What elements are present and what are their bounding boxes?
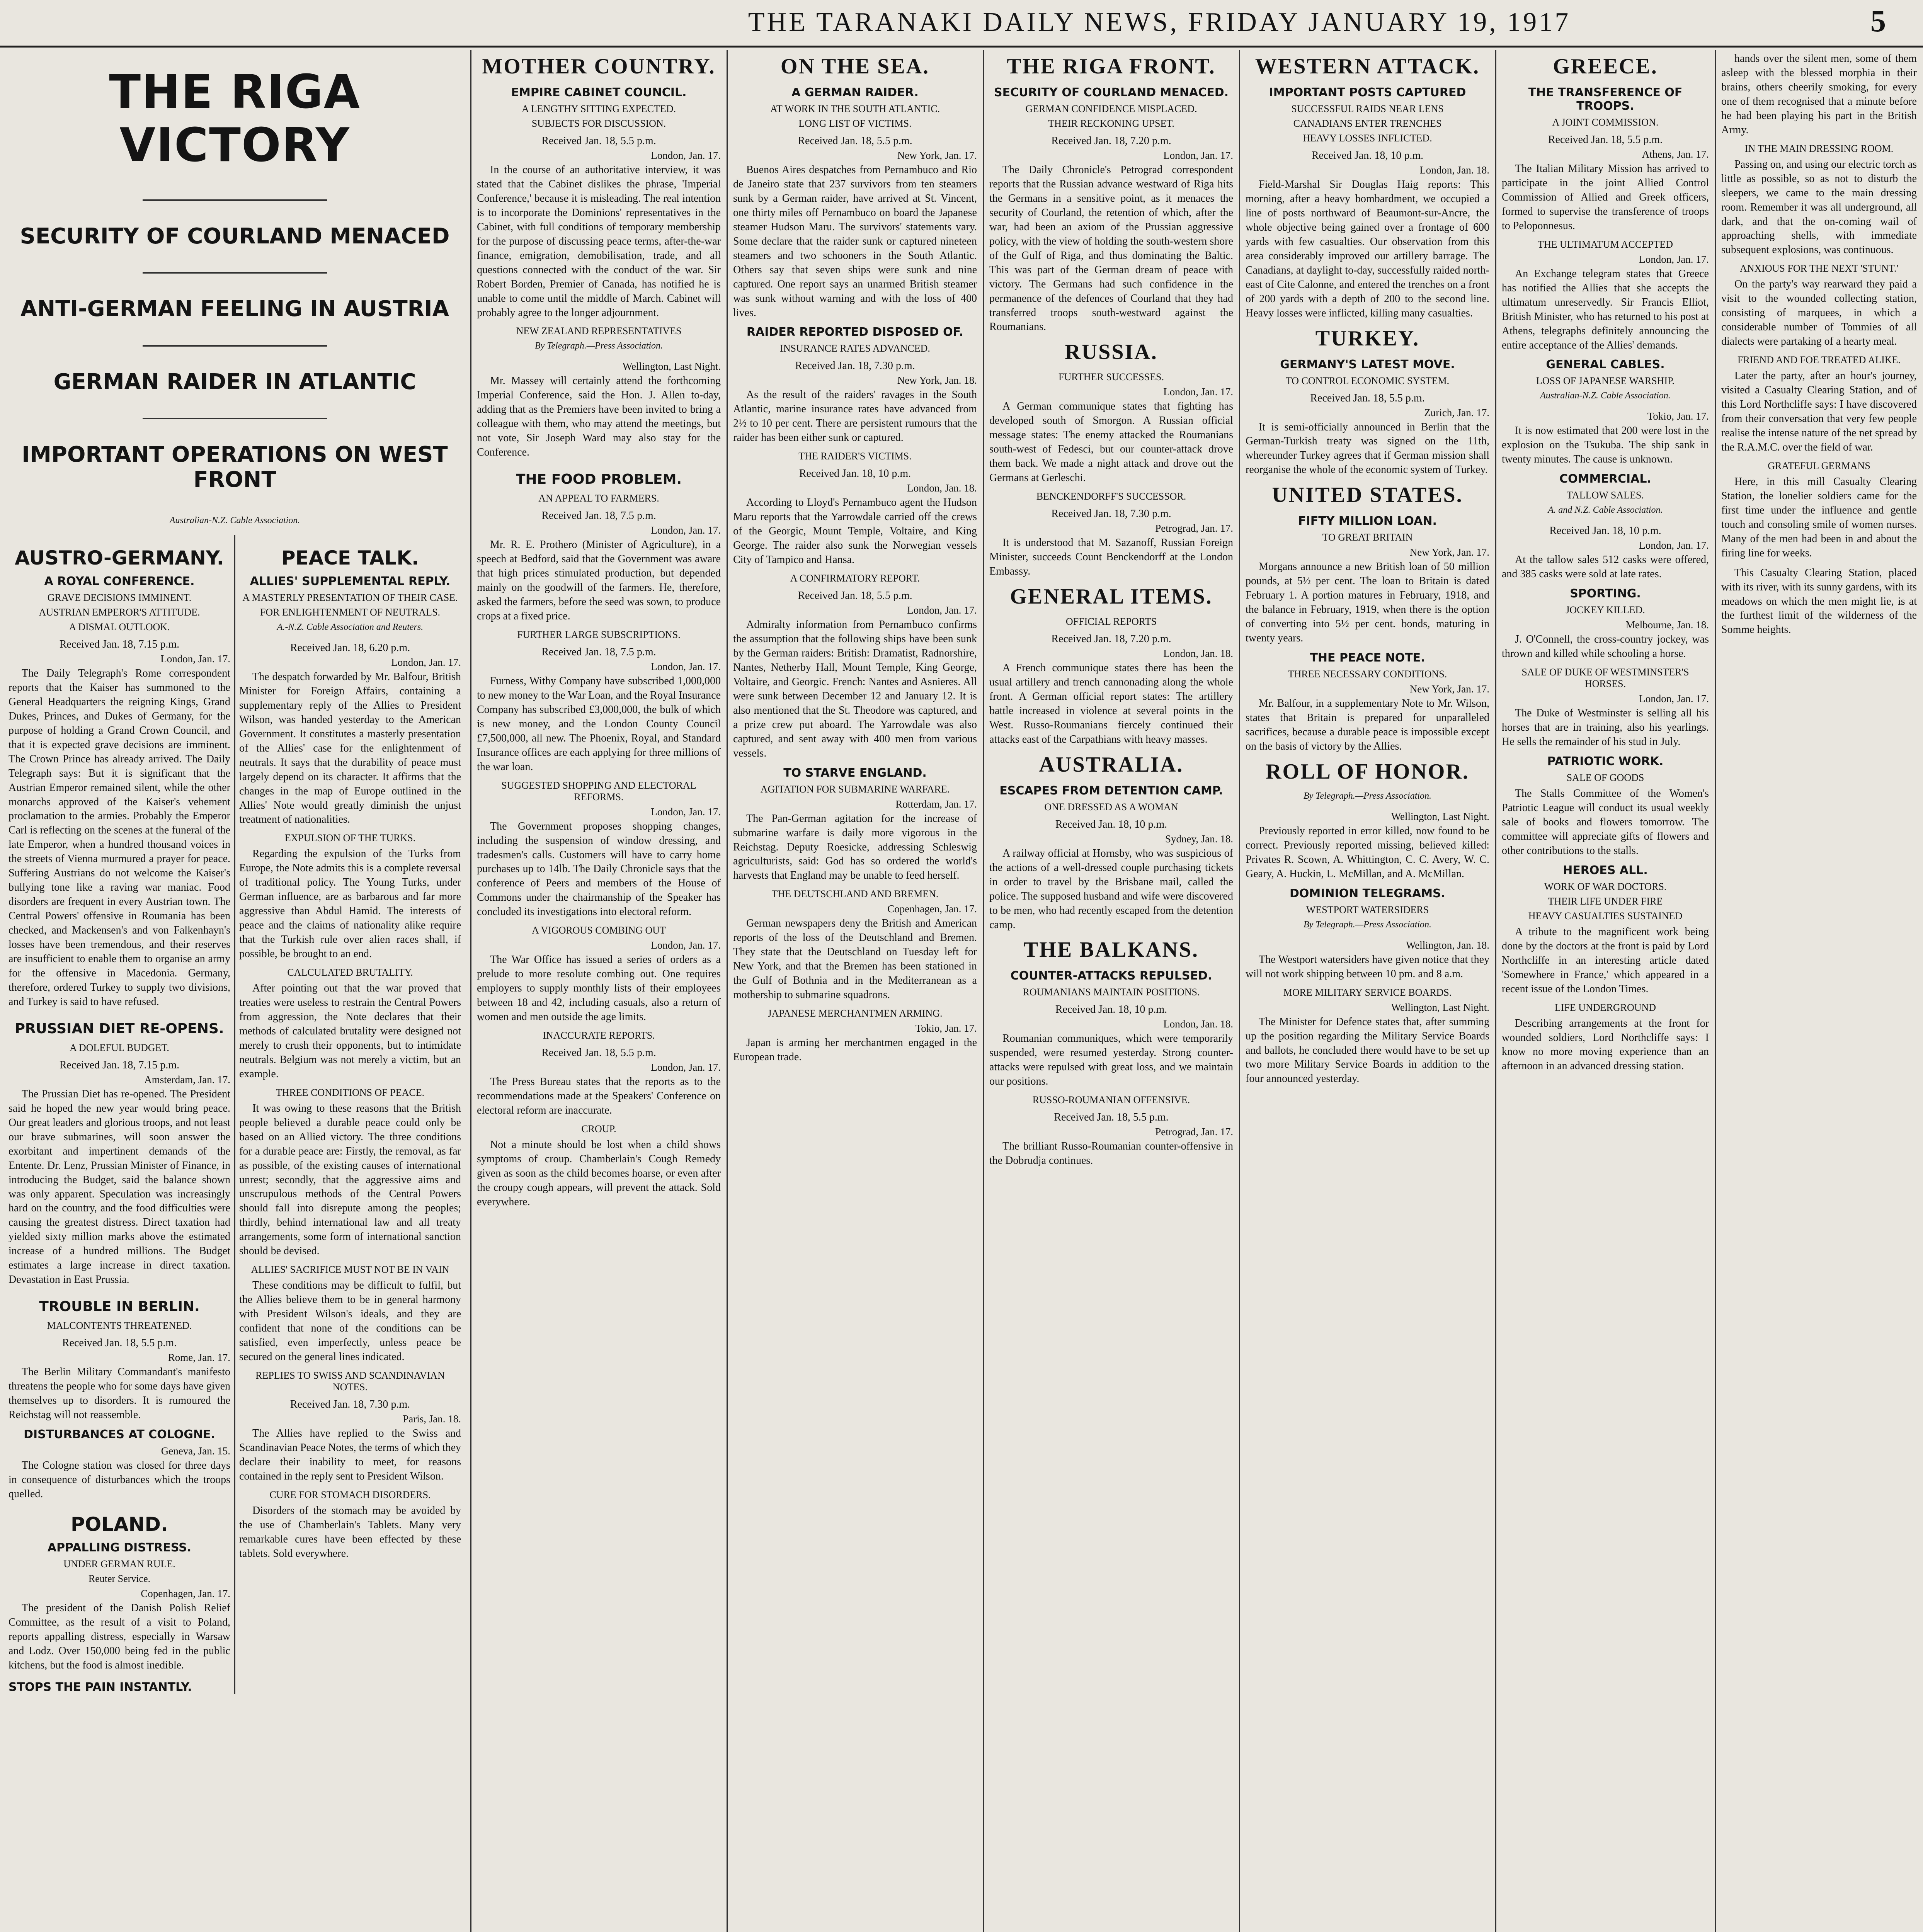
subhead: FURTHER SUCCESSES. [1059,371,1164,383]
article-text: Field-Marshal Sir Douglas Haig reports: This morning, after a heavy bombardment, we occupied a line of posts northward of Beaumont-sur-Ancre, the whole objective being gained over a frontage of 600 yards with few casualties. Our observation from this area considerably improved our artillery barrage. The Canadians, at daylight to-day, successfully raided north-east of Cite Calonne, and entered the trenches on a front of 200 yards with a depth of 200 to the second line. Heavy losses were inflicted, killing many casualties. [1246,179,1489,319]
subhead: FIFTY MILLION LOAN. [1298,514,1437,528]
subhead: THE PEACE NOTE. [1310,651,1425,665]
section-head: DOMINION TELEGRAMS. [1289,886,1446,900]
subhead: TALLOW SALES. [1567,490,1644,501]
article-text: The Cologne station was closed for three days in consequence of disturbances which the troops quelled. [9,1459,230,1500]
received-line: Received Jan. 18, 5.5 p.m. [541,1047,656,1059]
article-text: A French communique states there has been the usual artillery and trench cannonading along the whole front. A German official report states: The artillery battle increased in violence at several points in the West. Russo-Roumanians fiercely continued their attacks east of the Carpathians with heavy masses. [989,662,1233,745]
article-text: The Allies have replied to the Swiss and Scandinavian Peace Notes, the terms of which they declare their inability to meet, for reasons contained in the reply sent to President Wilson. [239,1427,461,1482]
dateline: Rome, Jan. 17. [168,1352,230,1364]
dateline: London, Jan. 17. [160,653,230,665]
subhead: IMPORTANT POSTS CAPTURED [1269,86,1466,99]
cable-credit: Australian-N.Z. Cable Association. [169,515,300,526]
article-text: It is now estimated that 200 were lost in the explosion on the Tsukuba. The ship sank in twenty minutes. The cause is unknown. [1502,425,1709,466]
dateline: Rotterdam, Jan. 17. [895,798,977,810]
subhead: A ROYAL CONFERENCE. [44,574,195,588]
article-text: The Duke of Westminster is selling all his horses that are in training, also his yearlings. He sells the remainder of his stud in July. [1502,707,1709,748]
subhead: A LENGTHY SITTING EXPECTED. [521,103,676,114]
headline-3: ANTI-GERMAN FEELING IN AUSTRIA [20,296,449,322]
dateline: Amsterdam, Jan. 17. [144,1073,230,1085]
column-rule [1715,50,1716,1932]
section-head: COMMERCIAL. [1559,472,1651,486]
subhead: GERMAN CONFIDENCE MISPLACED. [1025,103,1197,114]
article-text: The Government proposes shopping changes, including the suspension of window dressing, and tradesmen's calls. Customers will have to carry home purchases up to 14lb. The Daily Chronicle says that the conference of Peers and members of the House of Commons under the chairmanship of the Speaker has concluded its investigations into electoral reform. [477,820,721,918]
column-6 [1497,50,1714,1932]
dateline: Geneva, Jan. 15. [161,1445,230,1457]
column-1-subcolumns [5,535,465,1694]
subhead: SECURITY OF COURLAND MENACED. [994,86,1229,99]
article-text: A German communique states that fighting has developed south of Smorgon. A Russian official message states: The enemy attacked the Roumanians south-west of Fedesci, but our counter-attack drove them back. We made a night attack and drove out the Germans at Gerleschi. [989,400,1233,484]
article-text: The president of the Danish Polish Relief Committee, as the result of a visit to Poland, reports appalling distress, especially in Warsaw and Lodz. Over 150,000 being fed in the public kitchens, but the food is almost inedible. [9,1602,230,1671]
received-line: Received Jan. 18, 10 p.m. [1311,150,1424,162]
subhead: ROUMANIANS MAINTAIN POSITIONS. [1023,986,1200,998]
subhead: REPLIES TO SWISS AND SCANDINAVIAN NOTES. [255,1369,445,1393]
article-text: These conditions may be difficult to fulfil, but the Allies believe them to be in general harmony with President Wilson's ideals, and they are confident that none of the conditions can be satisfied, even imperfectly, unless peace be secured on the general lines indicated. [239,1279,461,1363]
article-text: J. O'Connell, the cross-country jockey, was thrown and killed while schooling a horse. [1502,633,1709,660]
received-line: Received Jan. 18, 7.15 p.m. [59,638,180,650]
subhead: EXPULSION OF THE TURKS. [284,832,416,844]
subhead: A VIGOROUS COMBING OUT [532,925,666,936]
subhead: CURE FOR STOMACH DISORDERS. [269,1489,431,1500]
dateline: Copenhagen, Jan. 17. [887,903,977,915]
article-text: The Daily Chronicle's Petrograd correspondent reports that the Russian advance westward of Riga hits the Germans in a sensitive point, as it menaces the security of Courland, the retention of which, after the war, had been an axiom of the Prussian aggressive policy, with the view of holding the south-western shore of the Gulf of Riga, and thus dominating the Baltic. This was part of the German dream of peace with victory. The Germans had such confidence in the permanence of the defences of Courland that they had transferred troops south-westward against the Roumanians. [989,164,1233,333]
section-head: ROLL OF HONOR. [1266,759,1469,784]
credit-line: Australian-N.Z. Cable Association. [1540,391,1671,401]
section-head: THE RIGA FRONT. [1007,54,1216,78]
received-line: Received Jan. 18, 5.5 p.m. [798,135,912,147]
received-line: Received Jan. 18, 6.20 p.m. [290,641,410,654]
credit-line: By Telegraph.—Press Association. [534,341,663,351]
subhead: FRIEND AND FOE TREATED ALIKE. [1737,354,1901,366]
subhead: INSURANCE RATES ADVANCED. [780,343,930,354]
article-text: Admiralty information from Pernambuco confirms the assumption that the following ships have been sunk by the German raiders: British: Dramatist, Radnorshire, Nantes, Netherby Hall, Mount Temple, King George, Voltaire, and Georgic. French: Nantes and Asnieres. All were sunk between December 12 and January 12. It is also mentioned that the St. Theodore was captured, and a prize crew put aboard. The Yarrowdale was also captured, and sent away with 400 men from various vessels. [733,619,977,759]
subhead: THREE NECESSARY CONDITIONS. [1288,668,1447,680]
subcolumn-right [234,535,465,1694]
section-head: ON THE SEA. [780,54,930,78]
subhead: A DOLEFUL BUDGET. [70,1042,169,1053]
section-head: AUSTRALIA. [1039,752,1184,777]
dateline: London, Jan. 17. [1163,150,1233,161]
subhead: CROUP. [581,1123,616,1134]
section-head: THE FOOD PROBLEM. [516,471,682,488]
subhead: THE RAIDER'S VICTIMS. [798,451,912,462]
subhead: GRATEFUL GERMANS [1768,460,1870,471]
dateline: Petrograd, Jan. 17. [1155,522,1233,534]
received-line: Received Jan. 18, 5.5 p.m. [1054,1111,1169,1124]
subhead: CANADIANS ENTER TRENCHES [1293,118,1442,129]
subhead: WESTPORT WATERSIDERS [1306,904,1429,915]
dateline: London, Jan. 17. [651,939,721,951]
received-line: Received Jan. 18, 5.5 p.m. [62,1337,177,1349]
subhead: ESCAPES FROM DETENTION CAMP. [999,784,1223,798]
subhead: ONE DRESSED AS A WOMAN [1044,801,1178,813]
dateline: Petrograd, Jan. 17. [1155,1126,1233,1138]
article-text: Mr. Balfour, in a supplementary Note to Mr. Wilson, states that Britain is prepared for unparalleled sacrifices, because a durable peace is impossible except on the basis of victory by the Allies. [1246,697,1489,752]
headline-divider [143,199,327,201]
section-head: GENERAL CABLES. [1546,358,1665,372]
credit-line: Reuter Service. [88,1573,151,1584]
credit-line: By Telegraph.—Press Association. [1303,791,1432,801]
subhead: THE ULTIMATUM ACCEPTED [1537,238,1673,250]
dateline: Wellington, Jan. 18. [1406,939,1489,951]
subhead: SALE OF GOODS [1566,772,1644,784]
column-rule [1239,50,1240,1932]
received-line: Received Jan. 18, 7.5 p.m. [541,646,656,658]
received-line: Received Jan. 18, 7.20 p.m. [1051,135,1171,147]
article-text: In the course of an authoritative interview, it was stated that the Cabinet dislikes the phrase, 'Imperial Conference,' because it is misleading. The real intention is to incorporate the Dominions' representatives in the Cabinet, with full conditions of temporary membership for the purpose of discussing peace terms, after-the-war finance, emigration, demobilisation, trade, and all questions connected with the conduct of the war. Sir Robert Borden, Premier of Canada, has notified he is unable to come until the middle of March. Cabinet will probably agree to the longer adjournment. [477,164,721,319]
subhead: THE DEUTSCHLAND AND BREMEN. [771,888,939,900]
dateline: London, Jan. 17. [651,660,721,672]
dateline: London, Jan. 18. [1163,1018,1233,1030]
section-head: HEROES ALL. [1563,863,1648,877]
article-text: It is understood that M. Sazanoff, Russian Foreign Minister, succeeds Count Benckendorff at the London Embassy. [989,537,1233,578]
article-text: On the party's way rearward they paid a visit to the wounded collecting station, consisting of marquees, in which a considerable number of Tommies of all dialects were partaking of a hearty meal. [1721,278,1917,348]
subhead: DISTURBANCES AT COLOGNE. [24,1427,215,1441]
dateline: Wellington, Last Night. [1391,810,1489,822]
section-head: GREECE. [1553,54,1658,78]
article-text: Morgans announce a new British loan of 50 million pounds, at 5½ per cent. The loan to Britain is dated February 1. A portion matures in February, 1918, and the balance in February, 1919, when there is the option of converting into 5½ per cent. bonds, maturing in twenty years. [1246,561,1489,645]
dateline: London, Jan. 17. [1639,539,1709,551]
subhead: THE TRANSFERENCE OF TROOPS. [1528,86,1683,113]
subhead: JOCKEY KILLED. [1566,604,1645,616]
subhead: TO STARVE ENGLAND. [783,766,927,780]
dateline: Wellington, Last Night. [1391,1001,1489,1013]
subhead: AGITATION FOR SUBMARINE WARFARE. [760,783,950,795]
column-1 [0,50,470,1932]
section-head: PATRIOTIC WORK. [1547,755,1664,769]
column-rule [1495,50,1496,1932]
article-text: A tribute to the magnificent work being done by the doctors at the front is paid by Lord Northcliffe in an interesting article dated 'Somewhere in France,' which appeared in a recent issue of the London Times. [1502,925,1709,995]
article-text: Describing arrangements at the front for wounded soldiers, Lord Northcliffe says: I know no more moving experience than an afternoon in an advanced dressing station. [1502,1017,1709,1072]
dateline: London, Jan. 18. [907,482,977,494]
received-line: Received Jan. 18, 5.5 p.m. [541,135,656,147]
received-line: Received Jan. 18, 10 p.m. [799,468,911,480]
dateline: London, Jan. 18. [1419,164,1489,176]
subhead: A GERMAN RAIDER. [791,86,919,99]
section-head: UNITED STATES. [1272,483,1463,507]
section-head: MOTHER COUNTRY. [482,54,716,78]
headline-divider [143,345,327,347]
section-head: SPORTING. [1570,587,1641,601]
headline-5: IMPORTANT OPERATIONS ON WEST FRONT [22,442,448,492]
subhead: FURTHER LARGE SUBSCRIPTIONS. [517,629,681,640]
received-line: Received Jan. 18, 7.5 p.m. [541,510,656,522]
section-head: PEACE TALK. [281,546,419,569]
article-text: Mr. Massey will certainly attend the forthcoming Imperial Conference, said the Hon. J. Allen to-day, adding that as the Premiers have been invited to bring a colleague with them, who may attend the meetings, but not vote, Sir Joseph Ward may also stay for the Conference. [477,375,721,459]
article-text: Roumanian communiques, which were temporarily suspended, were resumed yesterday. Strong counter-attacks were repulsed with great loss, and we maintain our positions. [989,1032,1233,1088]
column-rule [727,50,728,1932]
subhead: FOR ENLIGHTENMENT OF NEUTRALS. [260,606,441,618]
subhead: EMPIRE CABINET COUNCIL. [511,86,687,99]
subhead: RUSSO-ROUMANIAN OFFENSIVE. [1032,1094,1190,1106]
subhead: TO CONTROL ECONOMIC SYSTEM. [1285,375,1450,386]
dateline: New York, Jan. 17. [1409,683,1489,695]
received-line: Received Jan. 18, 7.30 p.m. [290,1398,410,1410]
dateline: Sydney, Jan. 18. [1165,833,1233,845]
page-number: 5 [1870,4,1886,38]
subhead: IN THE MAIN DRESSING ROOM. [1744,143,1894,154]
subhead: SUCCESSFUL RAIDS NEAR LENS [1291,103,1444,114]
received-line: Received Jan. 18, 5.5 p.m. [798,590,912,602]
dateline: London, Jan. 17. [651,806,721,818]
credit-line: A.-N.Z. Cable Association and Reuters. [277,622,424,632]
article-text: hands over the silent men, some of them asleep with the blessed morphia in their brains, others cheerily smoking, for every one of them recognised that a minute before he had been playing his part in the British Army. [1721,53,1917,136]
dateline: London, Jan. 17. [907,604,977,616]
subhead: COUNTER-ATTACKS REPULSED. [1010,969,1212,983]
subhead: ANXIOUS FOR THE NEXT 'STUNT.' [1739,263,1899,274]
column-2 [472,50,725,1932]
subhead: ALLIES' SACRIFICE MUST NOT BE IN VAIN [251,1264,449,1276]
received-line: Received Jan. 18, 10 p.m. [1055,1003,1167,1016]
dateline: New York, Jan. 17. [897,150,977,161]
subhead: THREE CONDITIONS OF PEACE. [276,1087,425,1098]
dateline: London, Jan. 17. [1163,386,1233,398]
subhead: AN APPEAL TO FARMERS. [538,493,659,504]
subhead: GERMANY'S LATEST MOVE. [1280,357,1455,371]
headline-2: SECURITY OF COURLAND MENACED [20,224,450,249]
dateline: New York, Jan. 18. [897,374,977,386]
credit-line: A. and N.Z. Cable Association. [1548,505,1663,515]
article-text: Disorders of the stomach may be avoided by the use of Chamberlain's Tablets. Many very remarkable cures have been effected by these tablets. Sold everywhere. [239,1504,461,1560]
subhead: OFFICIAL REPORTS [1065,616,1157,628]
column-rule [983,50,984,1932]
received-line: Received Jan. 18, 7.20 p.m. [1051,633,1171,645]
subhead: JAPANESE MERCHANTMEN ARMING. [767,1008,943,1019]
dateline: Copenhagen, Jan. 17. [141,1587,230,1599]
article-text: It was owing to these reasons that the British people believed a durable peace could only be based on an Allied victory. The three conditions for a durable peace are: Firstly, the removal, as far as possible, of the existing causes of international unrest; secondly, that the aggressive aims and unscrupulous methods of the Central Powers should fall into disrepute among the peoples; thirdly, behind international law and all treaty arrangements, some form of international sanction should be devised. [239,1102,461,1257]
article-text: The Westport watersiders have given notice that they will not work shipping between 10 pm. and 8 a.m. [1246,953,1489,980]
dateline: Tokio, Jan. 17. [915,1022,977,1034]
article-text: The Daily Telegraph's Rome correspondent reports that the Kaiser has summoned to the General Headquarters the reigning Kings, Grand Dukes, Princes, and Dukes of Germany, for the purpose of holding a Grand Crown Council, and that it is expected grave decisions are imminent. The Crown Prince has already arrived. The Daily Telegraph says: But it is significant that the Austrian Emperor remained silent, while the other monarchs approved of the Kaiser's vehement proclamation to the armies. Probably the Emperor Carl is reflecting on the scenes at the funeral of the late Emperor, when a hundred thousand voices in the streets of Vienna murmured a prayer for peace. Suffering Austrians do not welcome the Kaiser's bullying tone like a raving war maniac. Food disorders are frequent in every Austrian town. The Central Powers' offensive in Roumania has been checked, and Mackensen's and von Falkenhayn's losses have been tremendous, and their reserves are insufficient to enable them to organise an army for the offensive in Macedonia. Germany, therefore, ordered Turkey to supply two divisions, and Turkey is said to have refused. [9,667,230,1008]
article-text: The Pan-German agitation for the increase of submarine warfare is daily more vigorous in the Reichstag. Deputy Roesicke, addressing Schleswig agriculturists, said: God has so ordered the world's harvests that England may be unable to feed herself. [733,812,977,882]
received-line: Received Jan. 18, 5.5 p.m. [1548,134,1663,146]
column-5 [1241,50,1494,1932]
received-line: Received Jan. 18, 7.15 p.m. [59,1059,180,1071]
article-text: At the tallow sales 512 casks were offered, and 385 casks were sold at late rates. [1502,554,1709,580]
headline-divider [143,418,327,419]
section-head: PRUSSIAN DIET RE-OPENS. [15,1020,224,1037]
subhead: MORE MILITARY SERVICE BOARDS. [1283,986,1452,998]
dateline: Melbourne, Jan. 18. [1625,619,1709,631]
received-line: Received Jan. 18, 5.5 p.m. [1310,392,1425,404]
subhead: HEAVY CASUALTIES SUSTAINED [1528,910,1683,922]
subhead: A JOINT COMMISSION. [1552,117,1659,128]
section-head: TROUBLE IN BERLIN. [39,1299,200,1315]
subhead: LOSS OF JAPANESE WARSHIP. [1536,375,1675,387]
received-line: Received Jan. 18, 10 p.m. [1055,818,1167,830]
article-text: The Press Bureau states that the reports as to the recommendations made at the Speakers' Conference on electoral reform are inaccurate. [477,1076,721,1116]
article-text: An Exchange telegram states that Greece has notified the Allies that she accepts the ultimatum unreservedly. Sir Francis Elliot, British Minister, who has returned to his post at Athens, telegraphs definitely announcing the entire acceptance of the Allies' demands. [1502,267,1709,351]
subhead: UNDER GERMAN RULE. [63,1558,175,1570]
subhead: HEAVY LOSSES INFLICTED. [1303,133,1432,144]
column-7 [1717,50,1921,1932]
subhead: A DISMAL OUTLOOK. [69,621,170,633]
subhead: A MASTERLY PRESENTATION OF THEIR CASE. [242,592,458,603]
dateline: London, Jan. 17. [651,150,721,161]
subhead: GRAVE DECISIONS IMMINENT. [47,592,192,603]
subhead: INACCURATE REPORTS. [543,1030,655,1041]
subhead: CALCULATED BRUTALITY. [287,967,413,978]
article-text: Furness, Withy Company have subscribed 1,000,000 to new money to the War Loan, and the Royal Insurance Company has subscribed £3,000,000, the bulk of which is new money, and the London County Council £7,500,000, all new. The Phoenix, Royal, and Standard Insurance offices are each applying for three millions of the war loan. [477,675,721,773]
article-text: Not a minute should be lost when a child shows symptoms of croup. Chamberlain's Cough Remedy given as soon as the child becomes hoarse, or even after the croupy cough appears, will prevent the attack. Sold everywhere. [477,1138,721,1208]
subhead: TO GREAT BRITAIN [1322,532,1413,543]
section-head: TURKEY. [1315,326,1420,350]
article-text: Later the party, after an hour's journey, visited a Casualty Clearing Station, and of this Lord Northcliffe says: I have discovered from their conversation that very few people realise the intense nature of the net spread by the R.A.M.C. over the field of war. [1721,370,1917,453]
subhead: APPALLING DISTRESS. [47,1541,192,1554]
dateline: Athens, Jan. 17. [1642,148,1709,160]
dateline: London, Jan. 17. [1639,253,1709,265]
article-text: A railway official at Hornsby, who was suspicious of the actions of a well-dressed couple purchasing tickets in order to travel by the Brisbane mail, called the police. The supposed husband and wife were discovered to be men, who had recently escaped from the detention camp. [989,847,1233,931]
article-text: The brilliant Russo-Roumanian counter-offensive in the Dobrudja continues. [989,1140,1233,1167]
dateline: London, Jan. 17. [651,1061,721,1073]
article-text: The Stalls Committee of the Women's Patriotic League will conduct its usual weekly sale of books and flowers tomorrow. The committee will appreciate gifts of flowers and other contributions to the stalls. [1502,787,1709,857]
dateline: London, Jan. 18. [1163,648,1233,660]
section-head: THE BALKANS. [1024,938,1199,962]
column-rule [470,50,471,1932]
dateline: Paris, Jan. 18. [403,1413,461,1425]
article-text: The despatch forwarded by Mr. Balfour, British Minister for Foreign Affairs, containing a supplementary reply of the Allies to President Wilson, was handed yesterday to the American Government. It constitutes a masterly presentation of the Allies' case for the enlightenment of neutrals. It says that the durability of peace must largely depend on its character. It affirms that the changes in the map of Europe outlined in the Allies' Note would greatly diminish the unjust treatment of nationalities. [239,670,461,826]
subhead: A CONFIRMATORY REPORT. [790,573,920,584]
article-text: The Italian Military Mission has arrived to participate in the joint Allied Control Commission of Allied and Greek officers, formed to supervise the transference of troops to Peloponnesus. [1502,163,1709,232]
article-text: Previously reported in error killed, now found to be correct. Previously reported missing, believed killed: Privates R. Scown, A. Whittington, C. C. Avery, W. C. Geary, A. Huckin, L. McMillan, and A. McMillan. [1246,825,1489,880]
received-line: Received Jan. 18, 7.30 p.m. [795,360,915,372]
subhead: LIFE UNDERGROUND [1554,1002,1656,1013]
article-text: This Casualty Clearing Station, placed with its river, with its sunny gardens, with its meadows on which the men might lie, is at the furthest limit of the wilderness of the Somme heights. [1721,566,1917,636]
article-text: Here, in this mill Casualty Clearing Station, the lonelier soldiers came for the first time under the influence and gentle touch and consoling smile of women nurses. Many of the men had been in and about the firing line for weeks. [1721,475,1917,559]
column-4 [985,50,1238,1932]
column-3 [728,50,982,1932]
article-text: Buenos Aires despatches from Pernambuco and Rio de Janeiro state that 237 survivors from ten steamers sunk by a German raider, have arrived at St. Vincent, one thirty miles off Pernambuco on board the Japanese steamer Hudson Maru. The survivors' statements vary. Some declare that the raider sunk or captured nineteen steamers and two schooners in the South Atlantic. Others say that seven ships were sunk and nine captured. One report says an unarmed British steamer was sunk without warning and with the loss of 400 lives. [733,164,977,319]
subhead: SUGGESTED SHOPPING AND ELECTORAL REFORMS. [501,779,696,803]
subcolumn-left [5,535,234,1694]
headline-4: GERMAN RAIDER IN ATLANTIC [53,369,416,395]
section-head: WESTERN ATTACK. [1255,54,1480,78]
article-text: Regarding the expulsion of the Turks from Europe, the Note admits this is a complete reversal of traditional policy. The Young Turks, under German influence, are as barbarous and far more aggressive than Abdul Hamid. The interests of peace and the claims of nationality alike require that the Turkish rule over alien races shall, if possible, be brought to an end. [239,848,461,960]
subhead: NEW ZEALAND REPRESENTATIVES [516,325,682,337]
article-text: The Minister for Defence states that, after summing up the position regarding the Military Service Boards and ballots, he concluded there would have to be set up two more Military Service Boards in addition to the four announced yesterday. [1246,1015,1489,1085]
subhead: AT WORK IN THE SOUTH ATLANTIC. [770,103,940,114]
subhead: WORK OF WAR DOCTORS. [1544,881,1667,892]
subhead: RAIDER REPORTED DISPOSED OF. [746,325,964,339]
dateline: Zurich, Jan. 17. [1424,406,1489,418]
masthead-rule [0,46,1923,48]
article-text: Japan is arming her merchantmen engaged in the European trade. [733,1037,977,1063]
dateline: New York, Jan. 17. [1409,546,1489,558]
dateline: London, Jan. 17. [651,524,721,536]
credit-line: By Telegraph.—Press Association. [1303,919,1432,930]
advert-heading: STOPS THE PAIN INSTANTLY. [9,1680,192,1694]
article-text: Mr. R. E. Prothero (Minister of Agriculture), in a speech at Bedford, said that the Government was aware that high prices stimulated production, but depended mainly on the goodwill of the farmers. He, therefore, asked the farmers, before the seed was sown, to produce crops at a fixed price. [477,539,721,622]
section-head: RUSSIA. [1065,340,1158,364]
article-text: After pointing out that the war proved that treaties were useless to restrain the Central Powers from aggression, the Note declares that their methods of calculated brutality were designed not merely to crush their opponents, but to intimidate neutrals. Belgium was not merely a victim, but an example. [239,982,461,1080]
article-text: The Prussian Diet has re-opened. The President said he hoped the new year would bring peace. Our great leaders and glorious troops, and not least our brave submarines, will soon answer the exorbitant and impertinent demands of the Entente. Dr. Lenz, Prussian Minister of Finance, in introducing the Budget, said the balance shown was only apparent. Speculation was increasingly hard on the country, and the food difficulties were causing the greatest distress. Direct taxation had yielded sixty million marks above the estimated increase of a hundred millions. The Budget estimates a large increase in direct taxation. Devastation in East Prussia. [9,1088,230,1286]
dateline: Tokio, Jan. 17. [1647,410,1709,422]
article-text: As the result of the raiders' ravages in the South Atlantic, marine insurance rates have advanced from 2½ to 10 per cent. There are persistent rumours that the raider has been either sunk or captured. [733,389,977,444]
subhead: BENCKENDORFF'S SUCCESSOR. [1036,491,1186,502]
subhead: SUBJECTS FOR DISCUSSION. [531,118,666,129]
article-text: According to Lloyd's Pernambuco agent the Hudson Maru reports that the Yarrowdale carried off the crews of the Georgic, Mount Temple, Voltaire, and King George. The raider also sunk the Norwegian vessels City of Tampico and Hansa. [733,497,977,566]
article-text: Passing on, and using our electric torch as little as possible, so as not to disturb the sleepers, we came to the main dressing room. Remember it was all underground, all dark, and that the on-coming wail of approaching shells, with immediate subsequent explosions, was continuous. [1721,158,1917,256]
dateline: London, Jan. 17. [391,656,461,668]
dateline: London, Jan. 17. [1639,693,1709,705]
headline-divider [143,272,327,274]
subhead: LONG LIST OF VICTIMS. [798,118,912,129]
article-text: The Berlin Military Commandant's manifesto threatens the people who for some days have given themselves up to disorders. It is rumoured the Reichstag will not reassemble. [9,1366,230,1421]
section-head: POLAND. [70,1513,168,1536]
subhead: ALLIES' SUPPLEMENTAL REPLY. [250,574,451,588]
article-text: The War Office has issued a series of orders as a prelude to more resolute combing out. One requires employers to supply monthly lists of their employees between 18 and 42, including casuals, also a return of women and men outside the age limits. [477,954,721,1023]
headline-main: THE RIGA VICTORY [109,65,361,172]
subhead: SALE OF DUKE OF WESTMINSTER'S HORSES. [1521,667,1689,690]
article-text: German newspapers deny the British and American reports of the loss of the Deutschland and Bremen. They state that the Deutschland on Tuesday left for New York, and that the Bremen has been stationed in the Gulf of Bothnia and in the Mediterranean as a mothership to submarine squadrons. [733,917,977,1001]
subhead: AUSTRIAN EMPEROR'S ATTITUDE. [39,606,200,618]
article-text: It is semi-officially announced in Berlin that the German-Turkish treaty was signed on the 11th, whereunder Turkey agrees that if German mission shall reorganise the whole of the economic system of Turkey. [1246,421,1489,476]
section-head: AUSTRO-GERMANY. [15,546,224,569]
masthead-title: THE TARANAKI DAILY NEWS, FRIDAY JANUARY 19, 1917 [748,7,1571,37]
dateline: Wellington, Last Night. [622,361,721,372]
subhead: THEIR RECKONING UPSET. [1048,118,1174,129]
subhead: MALCONTENTS THREATENED. [47,1320,192,1332]
received-line: Received Jan. 18, 10 p.m. [1549,525,1661,537]
subhead: THEIR LIFE UNDER FIRE [1548,895,1663,907]
section-head: GENERAL ITEMS. [1010,585,1213,609]
received-line: Received Jan. 18, 7.30 p.m. [1051,508,1171,520]
